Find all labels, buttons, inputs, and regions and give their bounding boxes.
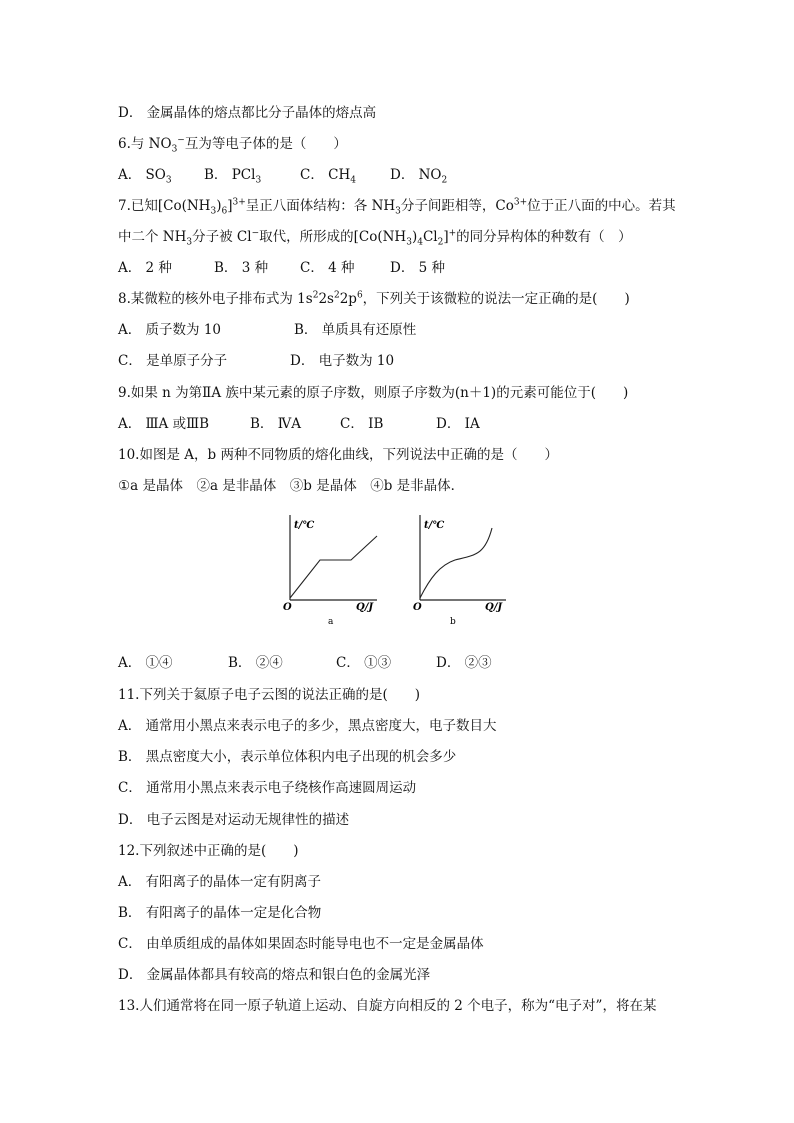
q6-option-d: D． $NO_2$ — [390, 167, 448, 186]
graph-a — [283, 515, 377, 625]
q9-option-b: B． ⅣA — [250, 416, 301, 432]
graph-b — [413, 515, 506, 625]
q12-stem: 12.下列叙述中正确的是( ) — [118, 843, 299, 859]
q12-option-d: D． 金属晶体都具有较高的熔点和银白色的金属光泽 — [118, 967, 431, 983]
q10-stem: 10.如图是 A，b 两种不同物质的熔化曲线，下列说法中正确的是（ ） — [118, 447, 558, 463]
q13-stem: 13.人们通常将在同一原子轨道上运动、自旋方向相反的 2 个电子，称为“电子对”，将在某 — [118, 998, 657, 1014]
q11-option-c: C． 通常用小黑点来表示电子绕核作高速圆周运动 — [118, 780, 417, 796]
melting-curves-figure — [280, 510, 520, 625]
q6-option-c: C． $CH_4$ — [300, 167, 356, 186]
graph-b-ylabel: t/℃ — [424, 520, 445, 531]
graph-b-label: b — [450, 617, 456, 625]
q10-option-a: A． ①④ — [118, 655, 173, 671]
q10-option-c: C． ①③ — [336, 655, 392, 671]
q11-option-d: D． 电子云图是对运动无规律性的描述 — [118, 812, 350, 828]
q8-option-c: C． 是单原子分子 — [118, 353, 228, 369]
q9-option-a: A． ⅢA 或ⅢB — [118, 416, 210, 432]
q8-option-a: A． 质子数为 10 — [118, 322, 222, 338]
graph-a-label: a — [328, 617, 334, 625]
q11-stem: 11.下列关于氦原子电子云图的说法正确的是( ) — [118, 687, 421, 703]
q9-option-d: D． ⅠA — [436, 416, 480, 432]
graph-a-xlabel: Q/J — [356, 602, 374, 613]
q8-option-d: D． 电子数为 10 — [290, 353, 395, 369]
graph-b-curve — [420, 528, 492, 598]
q12-option-a: A． 有阳离子的晶体一定有阴离子 — [118, 874, 322, 890]
q6-stem: 6.与 $NO_3^-$互为等电子体的是（ ） — [118, 135, 347, 155]
graph-b-origin: O — [413, 602, 422, 613]
q7-option-a: A． 2 种 — [118, 260, 172, 276]
graph-b-xlabel: Q/J — [485, 602, 503, 613]
q5-option-d: D． 金属晶体的熔点都比分子晶体的熔点高 — [118, 105, 377, 121]
graph-a-ylabel: t/℃ — [294, 520, 315, 531]
q7-stem-line1: 7.已知$[Co(NH_3)_6]^{3+}$呈正八面体结构：各 $NH_3$分子间距相等，$Co^{3+}$位于正八面的中心。若其 — [118, 197, 676, 217]
q8-stem: 8.某微粒的核外电子排布式为 $1s^22s^22p^6$，下列关于该微粒的说法一定正确的是( ) — [118, 290, 630, 307]
q9-option-c: C． ⅠB — [340, 416, 384, 432]
q10-option-d: D． ②③ — [436, 655, 492, 671]
q7-option-d: D． 5 种 — [390, 260, 445, 276]
q12-option-c: C． 由单质组成的晶体如果固态时能导电也不一定是金属晶体 — [118, 936, 484, 952]
q8-option-b: B． 单质具有还原性 — [294, 322, 417, 338]
q10-statements: ①a 是晶体 ②a 是非晶体 ③b 是晶体 ④b 是非晶体． — [118, 478, 465, 494]
q12-option-b: B． 有阳离子的晶体一定是化合物 — [118, 905, 322, 921]
melting-curves-svg — [280, 510, 520, 625]
q9-stem: 9.如果 n 为第ⅡA 族中某元素的原子序数，则原子序数为(n＋1)的元素可能位于( ) — [118, 385, 629, 401]
q6-option-a: A． $SO_3$ — [118, 167, 172, 186]
q7-stem-line2: 中二个 $NH_3$分子被 Cl−取代，所形成的$[Co(NH_3)_4Cl_2]^+$的同分异构体的种数有（ ） — [118, 228, 632, 248]
q6-option-b: B． PCl$_3$ — [204, 167, 262, 186]
q11-option-a: A． 通常用小黑点来表示电子的多少，黑点密度大，电子数目大 — [118, 718, 497, 734]
q7-option-c: C． 4 种 — [300, 260, 355, 276]
q7-option-b: B． 3 种 — [214, 260, 269, 276]
q10-option-b: B． ②④ — [228, 655, 283, 671]
graph-a-curve — [290, 536, 377, 598]
graph-a-origin: O — [283, 602, 292, 613]
q11-option-b: B． 黑点密度大小，表示单位体积内电子出现的机会多少 — [118, 749, 457, 765]
